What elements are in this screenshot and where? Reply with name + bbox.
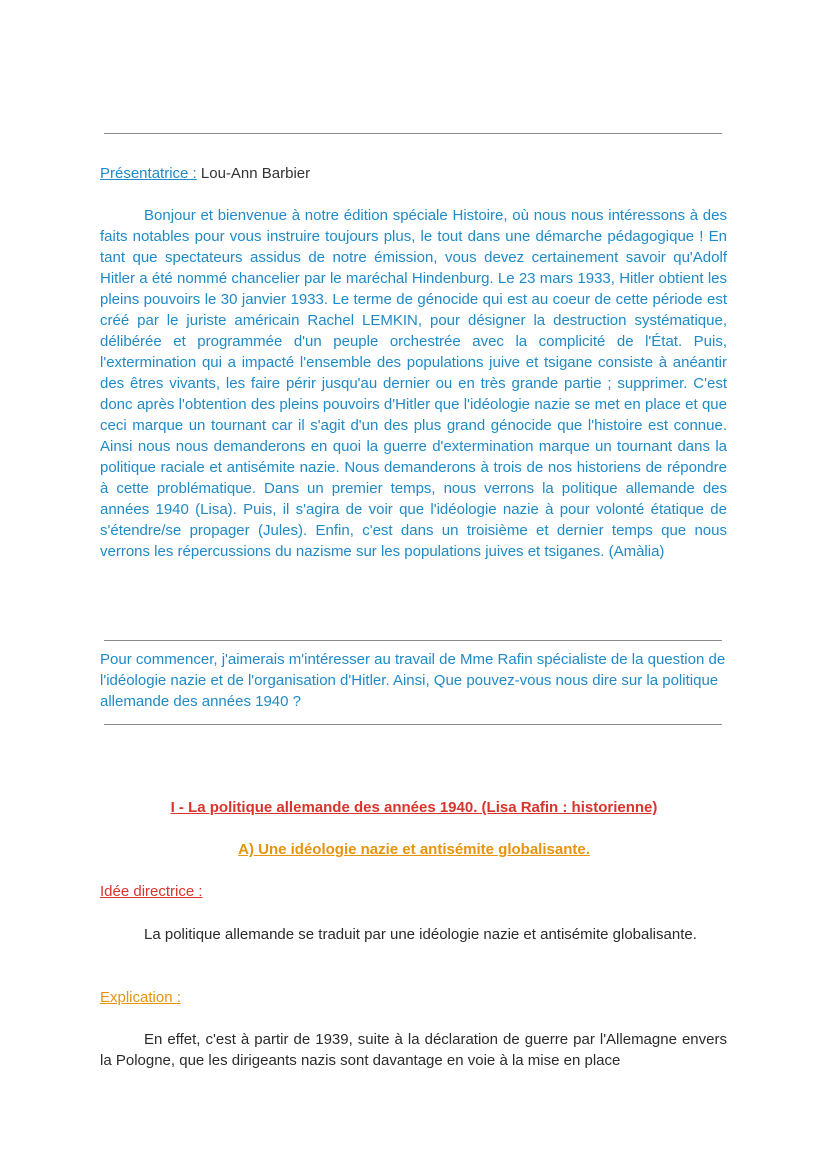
question-paragraph: Pour commencer, j'aimerais m'intéresser au travail de Mme Rafin spécialiste de la question de l'idéologie nazie et de l'organisation d'Hitler. Ainsi, Que pouvez-vous nous dire sur la politique allemande des années 1940 ?: [100, 651, 726, 710]
explanation-block: [100, 1029, 727, 1071]
main-idea-block: [100, 924, 727, 945]
presenter-line: [100, 163, 310, 184]
horizontal-rule-top: [104, 133, 722, 134]
main-idea-label: Idée directrice :: [100, 883, 203, 900]
presenter-label: Présentatrice :: [100, 165, 197, 182]
horizontal-rule-bottom: [104, 724, 722, 725]
question-paragraph-block: [100, 649, 727, 712]
horizontal-rule-middle: [104, 640, 722, 641]
intro-paragraph: Bonjour et bienvenue à notre édition spéciale Histoire, où nous nous intéressons à des faits notables pour vous instruire toujours plus, le tout dans une démarche pédagogique ! En tant que spectateurs assidus de notre émission, vous devez certainement savoir qu'Adolf Hitler a été nommé chancelier par le maréchal Hindenburg. Le 23 mars 1933, Hitler obtient les pleins pouvoirs le 30 janvier 1933. Le terme de génocide qui est au coeur de cette période est créé par le juriste américain Rachel LEMKIN, pour désigner la destruction systématique, délibérée et programmée d'un peuple orchestrée avec la complicité de l'État. Puis, l'extermination qui a impacté l'ensemble des populations juive et tsigane consiste à anéantir des êtres vivants, les faire périr jusqu'au dernier ou en très grande partie ; supprimer. C'est donc après l'obtention des pleins pouvoirs d'Hitler que l'idéologie nazie se met en place et que ceci marque un tournant car il s'agit d'un des plus grand génocide que l'histoire est connue. Ainsi nous nous demanderons en quoi la guerre d'extermination marque un tournant dans la politique raciale et antisémite nazie. Nous demanderons à trois de nos historiens de répondre à cette problématique. Dans un premier temps, nous verrons la politique allemande des années 1940 (Lisa). Puis, il s'agira de voir que l'idéologie nazie à pour volonté étatique de s'étendre/se propager (Jules). Enfin, c'est dans un troisième et dernier temps que nous verrons les répercussions du nazisme sur les populations juives et tsiganes. (Amàlia): [100, 207, 727, 560]
main-idea-text: La politique allemande se traduit par une idéologie nazie et antisémite globalisante.: [144, 926, 697, 943]
presenter-name: Lou-Ann Barbier: [196, 165, 311, 182]
section-heading: I - La politique allemande des années 1940. (Lisa Rafin : historienne): [170, 799, 658, 816]
explanation-label: Explication :: [100, 989, 181, 1006]
explanation-text: En effet, c'est à partir de 1939, suite à la déclaration de guerre par l'Allemagne envers la Pologne, que les dirigeants nazis sont davantage en voie à la mise en place: [100, 1031, 727, 1069]
subsection-heading: A) Une idéologie nazie et antisémite globalisante.: [238, 841, 590, 858]
intro-paragraph-block: [100, 205, 727, 562]
